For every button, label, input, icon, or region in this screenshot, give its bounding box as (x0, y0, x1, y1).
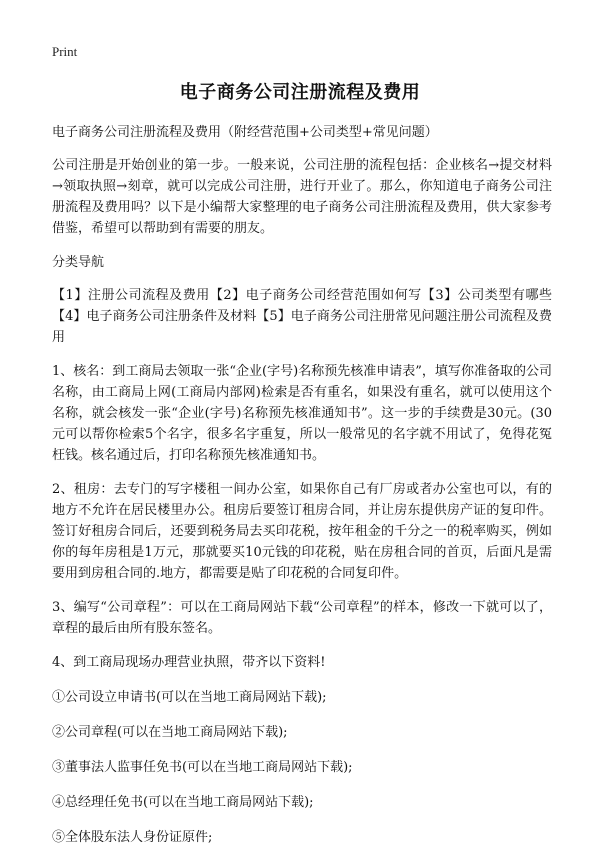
step-1-paragraph: 1、核名：到工商局去领取一张“企业(字号)名称预先核准申请表”，填写你准备取的公司名称，由工商局上网(工商局内部网)检索是否有重名，如果没有重名，就可以使用这个名称，就会核发一张“企业(字号)名称预先核准通知书”。这一步的手续费是30元。(30元可以帮你检索5个名字，很多名字重复，所以一般常见的名字就不用试了，免得花冤枉钱。核名通过后，打印名称预先核准通知书。 (52, 364, 552, 463)
nav-heading: 分类导航 (52, 255, 105, 270)
step-2-paragraph: 2、租房：去专门的写字楼租一间办公室，如果你自己有厂房或者办公室也可以，有的地方不允许在居民楼里办公。租房后要签订租房合同，并让房东提供房产证的复印件。签订好租房合同后，还要到税务局去买印花税，按年租金的千分之一的税率购买，例如你的每年房租是1万元，那就要买10元钱的印花税，贴在房租合同的首页，后面凡是需要用到房租合同的.地方，都需要是贴了印花税的合同复印件。 (52, 482, 552, 581)
step-4-paragraph: 4、到工商局现场办理营业执照，带齐以下资料! (52, 655, 326, 670)
material-item-4: ④总经理任免书(可以在当地工商局网站下载); (52, 795, 314, 810)
document-subtitle: 电子商务公司注册流程及费用（附经营范围+公司类型+常见问题） (52, 125, 438, 140)
material-item-2: ②公司章程(可以在当地工商局网站下载); (52, 725, 288, 740)
step-3-paragraph: 3、编写“公司章程”：可以在工商局网站下载“公司章程”的样本，修改一下就可以了，章程的最后由所有股东签名。 (52, 600, 552, 636)
material-item-1: ①公司设立申请书(可以在当地工商局网站下载); (52, 690, 327, 705)
intro-paragraph: 公司注册是开始创业的第一步。一般来说，公司注册的流程包括：企业核名→提交材料→领取执照→刻章，就可以完成公司注册，进行开业了。那么，你知道电子商务公司注册流程及费用吗？以下是小编帮大家整理的电子商务公司注册流程及费用，供大家参考借鉴，希望可以帮助到有需要的朋友。 (52, 158, 552, 236)
nav-links[interactable]: 【1】注册公司流程及费用【2】电子商务公司经营范围如何写【3】公司类型有哪些【4】电子商务公司注册条件及材料【5】电子商务公司注册常见问题注册公司流程及费用 (52, 288, 552, 345)
page-title: 电子商务公司注册流程及费用 (179, 82, 421, 103)
material-item-5: ⑤全体股东法人身份证原件; (52, 830, 213, 845)
material-item-3: ③董事法人监事任免书(可以在当地工商局网站下载); (52, 760, 353, 775)
print-link[interactable]: Print (52, 44, 78, 59)
document-body (52, 122, 552, 862)
